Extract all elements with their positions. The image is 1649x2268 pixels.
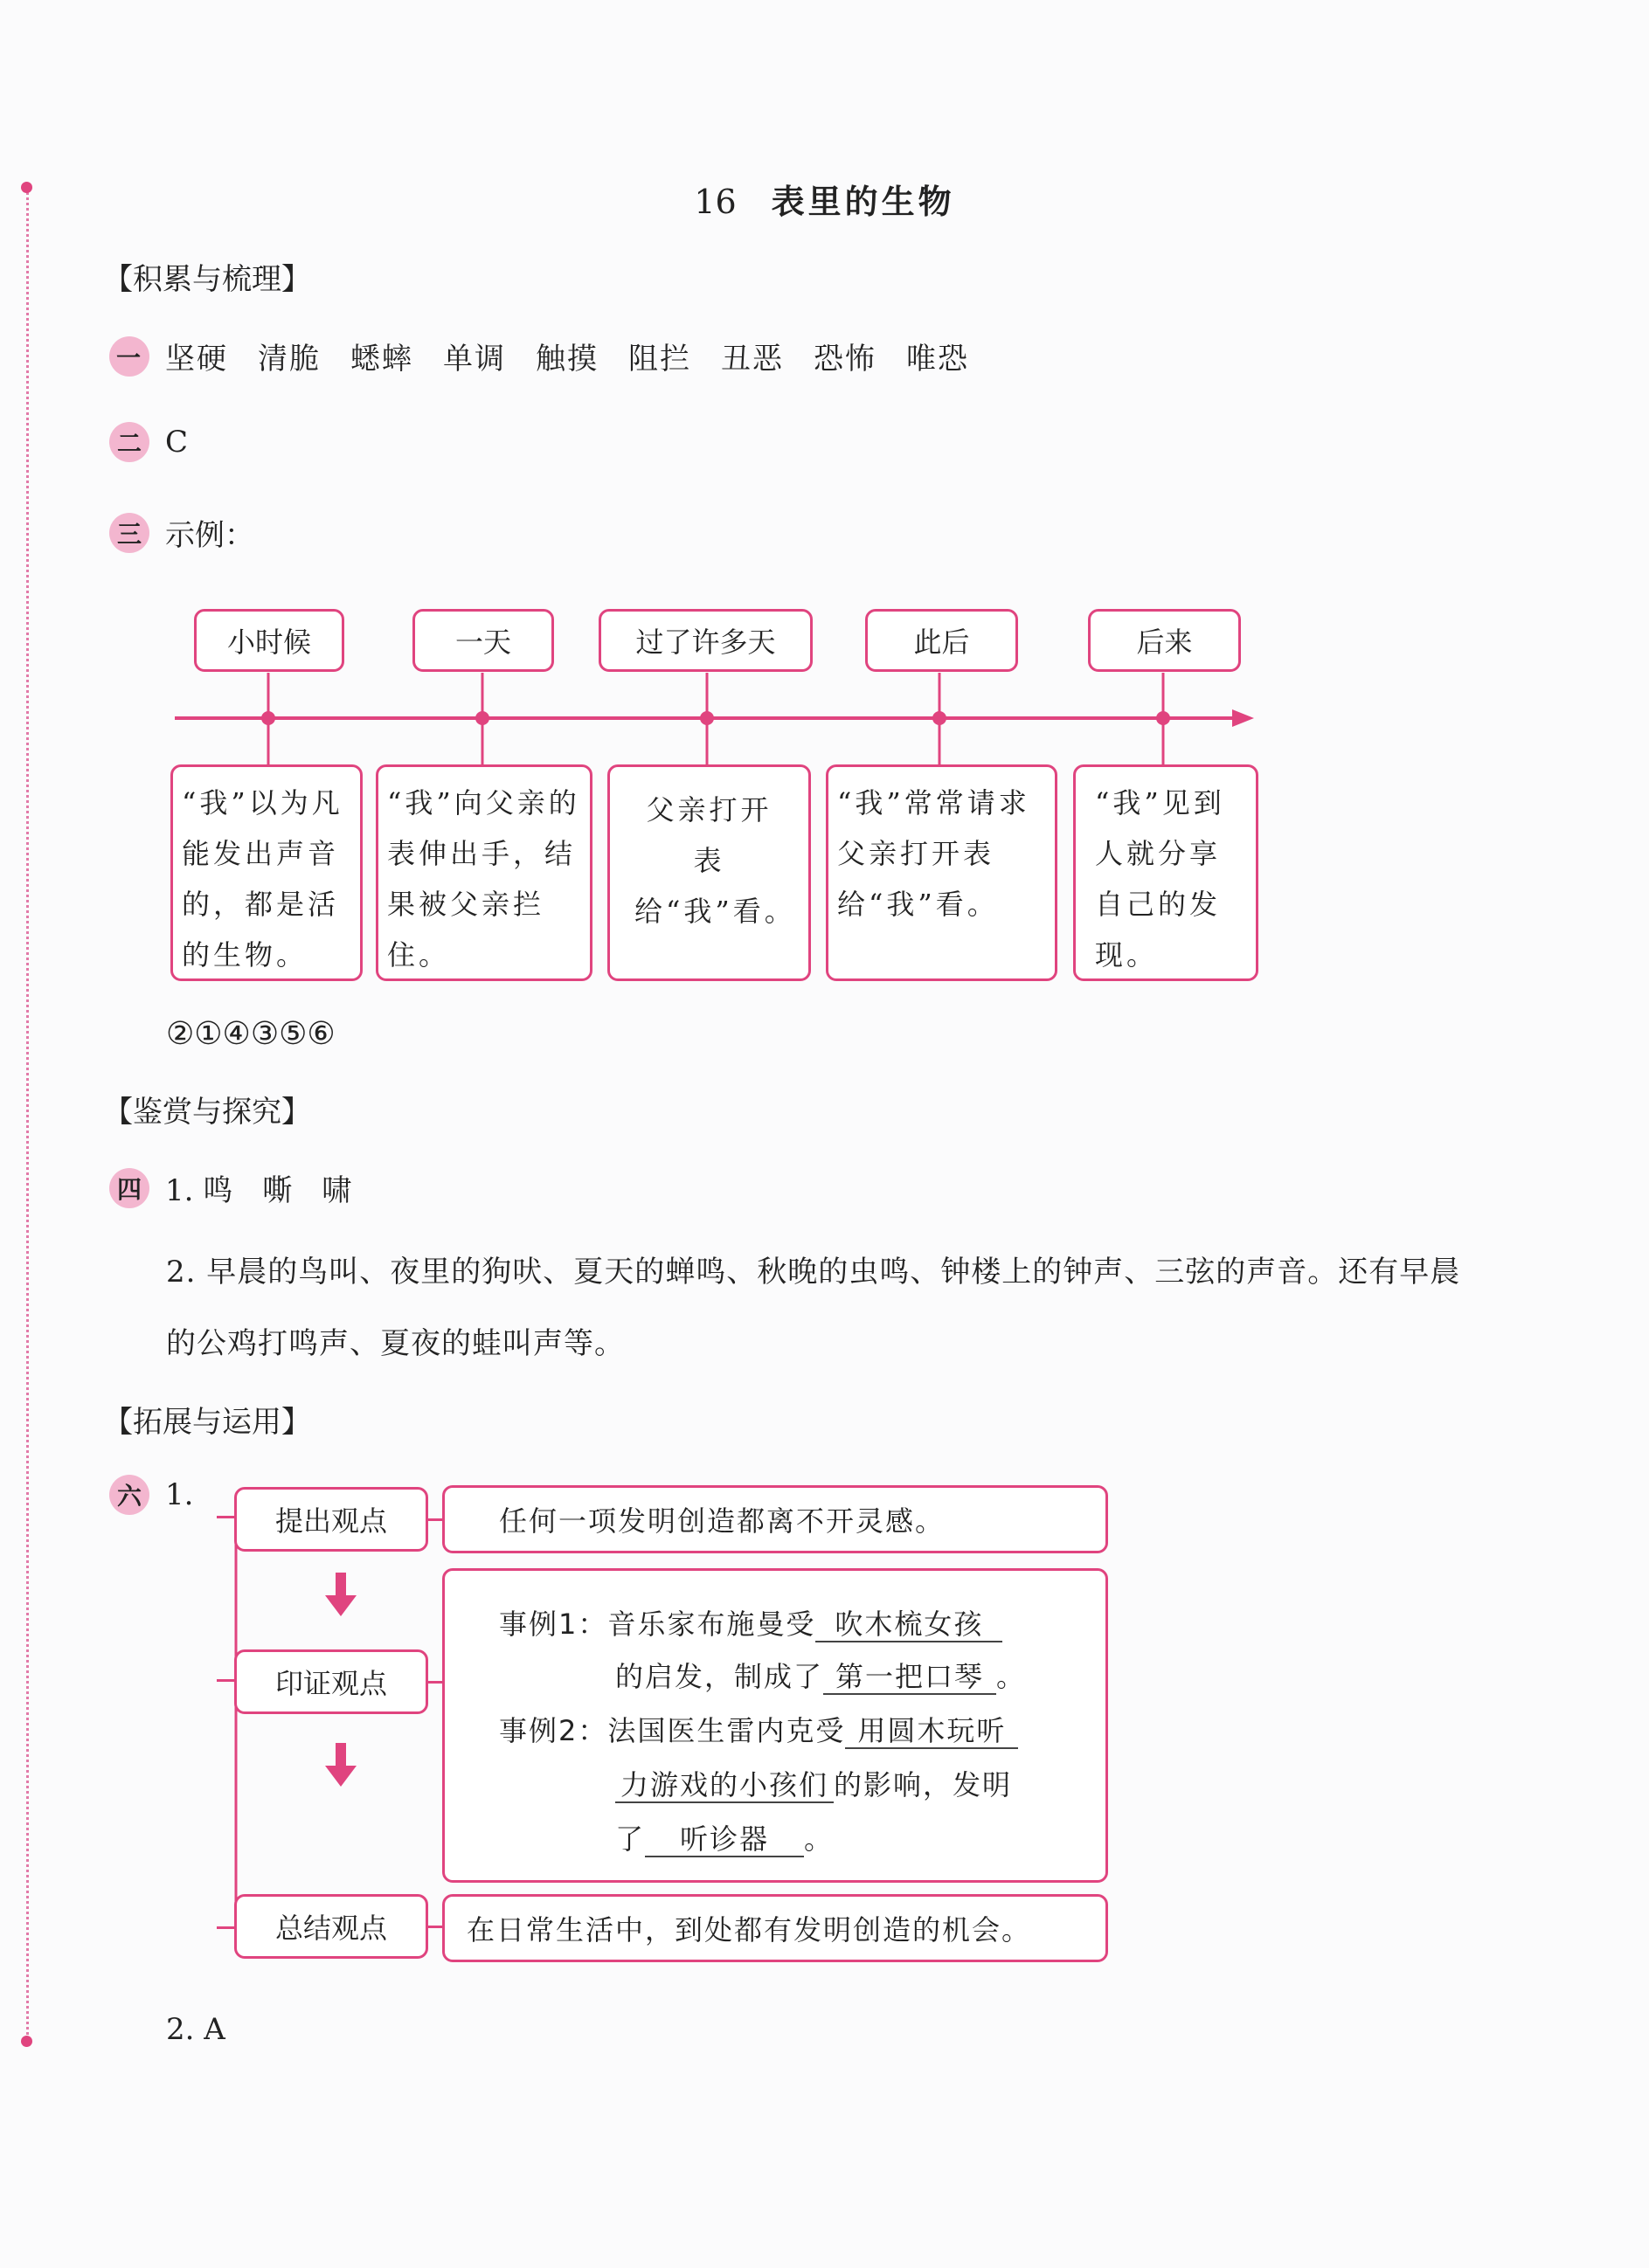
answer-blank: 吹木梳女孩 <box>815 1608 1002 1642</box>
flow-bracket <box>210 1503 454 1957</box>
question-badge: 三 <box>109 513 149 553</box>
margin-dot-bottom <box>21 2036 32 2047</box>
question-badge: 一 <box>109 336 149 377</box>
word: 蟋蟀 <box>350 342 413 377</box>
sub-number: 1. <box>165 1477 194 1512</box>
word: 恐怖 <box>814 342 876 377</box>
bracket-tick <box>217 1679 234 1682</box>
margin-dotted-line <box>26 188 29 2040</box>
example-label: 事例2： <box>499 1714 608 1747</box>
section-heading-2: 【鉴赏与探究】 <box>103 1095 311 1130</box>
question-1 <box>109 335 999 377</box>
timeline-time-box: 此后 <box>865 609 1018 672</box>
example-2-line-2 <box>615 1763 1012 1803</box>
word: 坚硬 <box>165 342 228 377</box>
word: 丑恶 <box>721 342 784 377</box>
timeline-event-box: 父亲打开表给“我”看。 <box>607 764 811 981</box>
bracket-tick <box>217 1516 234 1518</box>
order-answer: ②①④③⑤⑥ <box>166 1016 336 1052</box>
example-text: 。 <box>996 1660 1027 1693</box>
timeline-axis <box>170 664 1271 769</box>
timeline-time-box: 小时候 <box>194 609 344 672</box>
word: 唯恐 <box>906 342 969 377</box>
example-text: 了 <box>615 1822 646 1856</box>
example-text: 音乐家布施曼受 <box>607 1608 816 1641</box>
examples-box <box>442 1568 1108 1883</box>
question-3 <box>109 511 254 554</box>
step-verify: 印证观点 <box>234 1649 428 1714</box>
answer-blank: 听诊器 <box>645 1822 804 1857</box>
bracket-tick <box>217 1926 234 1929</box>
example-1-line-1 <box>499 1602 1002 1642</box>
word: 触摸 <box>536 342 599 377</box>
word: 清脆 <box>258 342 321 377</box>
step-summarize: 总结观点 <box>234 1894 428 1959</box>
question-2 <box>109 422 188 462</box>
answer: C <box>165 425 189 460</box>
example-2-line-1 <box>499 1709 1018 1749</box>
example-1-line-2 <box>615 1655 1026 1695</box>
connector <box>428 1681 442 1684</box>
example-label: 事例1： <box>499 1608 608 1641</box>
answer-blank: 第一把口琴 <box>823 1660 996 1695</box>
summary-box: 在日常生活中，到处都有发明创造的机会。 <box>442 1894 1108 1962</box>
viewpoint-box: 任何一项发明创造都离不开灵感。 <box>442 1485 1108 1553</box>
page-title <box>0 175 1649 223</box>
question-6 <box>109 1475 193 1515</box>
step-propose: 提出观点 <box>234 1487 428 1552</box>
word: 单调 <box>443 342 506 377</box>
question-4 <box>109 1166 351 1209</box>
timeline-event-box: “我”以为凡能发出声音的，都是活的生物。 <box>170 764 363 981</box>
timeline-event-box: “我”见到人就分享自己的发现。 <box>1073 764 1258 981</box>
question-badge: 二 <box>109 422 149 462</box>
question-badge: 四 <box>109 1168 149 1208</box>
example-text: 。 <box>804 1822 835 1856</box>
word: 阻拦 <box>628 342 691 377</box>
down-arrow-icon <box>325 1743 357 1787</box>
answer-1: 1. 鸣 嘶 啸 <box>165 1173 352 1208</box>
answer-blank: 用圆木玩听 <box>845 1714 1018 1749</box>
answer-2: 2. A <box>166 2012 225 2047</box>
section-heading-3: 【拓展与运用】 <box>103 1405 311 1440</box>
example-text: 法国医生雷内克受 <box>607 1714 846 1747</box>
timeline-event-box: “我”向父亲的表伸出手，结果被父亲拦住。 <box>376 764 592 981</box>
timeline-event-box: “我”常常请求父亲打开表给“我”看。 <box>826 764 1057 981</box>
answer-2-line-2: 的公鸡打鸣声、夏夜的蛙叫声等。 <box>166 1326 625 1361</box>
question-intro: 示例： <box>165 518 254 553</box>
connector <box>428 1926 442 1928</box>
lesson-title: 表里的生物 <box>771 183 955 221</box>
timeline-time-box: 过了许多天 <box>599 609 813 672</box>
example-text: 的启发，制成了 <box>615 1660 824 1693</box>
timeline-time-box: 后来 <box>1088 609 1241 672</box>
example-2-line-3 <box>615 1817 834 1857</box>
section-heading-1: 【积累与梳理】 <box>103 262 311 297</box>
answer-blank: 力游戏的小孩们 <box>615 1768 834 1803</box>
timeline-time-box: 一天 <box>412 609 554 672</box>
answer-2-line-1: 2. 早晨的鸟叫、夜里的狗吠、夏天的蝉鸣、秋晚的虫鸣、钟楼上的钟声、三弦的声音。还有早晨 <box>166 1255 1461 1290</box>
example-text: 的影响，发明 <box>834 1768 1013 1801</box>
lesson-number: 16 <box>694 183 737 221</box>
question-badge: 六 <box>109 1475 149 1515</box>
down-arrow-icon <box>325 1573 357 1616</box>
connector <box>428 1518 442 1521</box>
